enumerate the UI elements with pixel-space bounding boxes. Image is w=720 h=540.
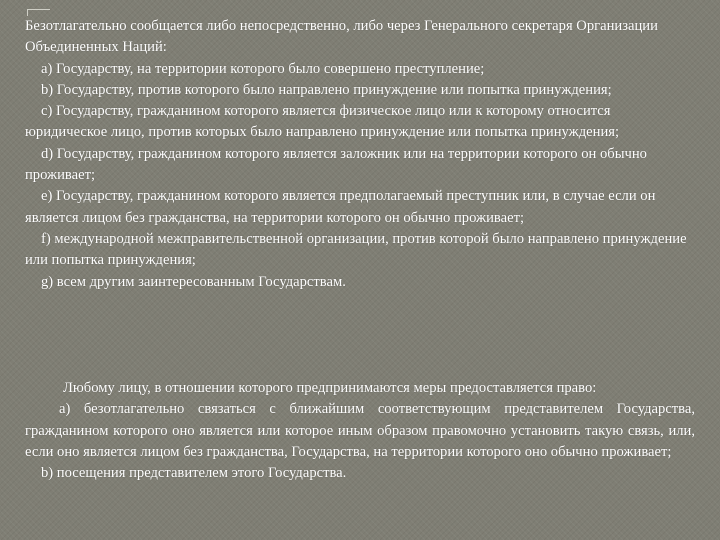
rights-section [25,378,695,484]
notification-intro: Безотлагательно сообщается либо непосредственно, либо через Генерального секретаря Организации Объединенных Наций: [25,18,658,56]
list-item-f: f) международной межправительственной организации, против которой было направлено принуждение или попытка принуждения; [25,230,687,269]
list-item-c: c) Государству, гражданином которого является физическое лицо или к которому относится юридическое лицо, против которых было направлено принуждение или попытка принуждения; [25,103,620,141]
rights-item-b: b) посещения представителем этого Государства. [41,465,347,482]
list-item-g: g) всем другим заинтересованным Государствам. [41,273,346,290]
rights-intro: Любому лицу, в отношении которого предпринимаются меры предоставляется право: [63,380,597,396]
list-item-e: e) Государству, гражданином которого является предполагаемый преступник или, в случае если он является лицом без гражданства, на территории которого он обычно проживает; [25,188,656,226]
notification-section [25,16,695,293]
list-item-b: b) Государству, против которого было направлено принуждение или попытка принуждения; [41,81,612,98]
corner-mark [27,9,50,16]
list-item-d: d) Государству, гражданином которого является заложник или на территории которого он обычно проживает; [25,145,647,184]
rights-item-a: а) безотлагательно связаться с ближайшим соответствующим представителем Государства, гражданином которого оно является или которое иным образом правомочно установить такую связь, или, если оно является лицом без гражданства, Государства, на территории которого оно обычно проживает; [25,401,695,460]
list-item-a: a) Государству, на территории которого было совершено преступление; [41,60,485,77]
